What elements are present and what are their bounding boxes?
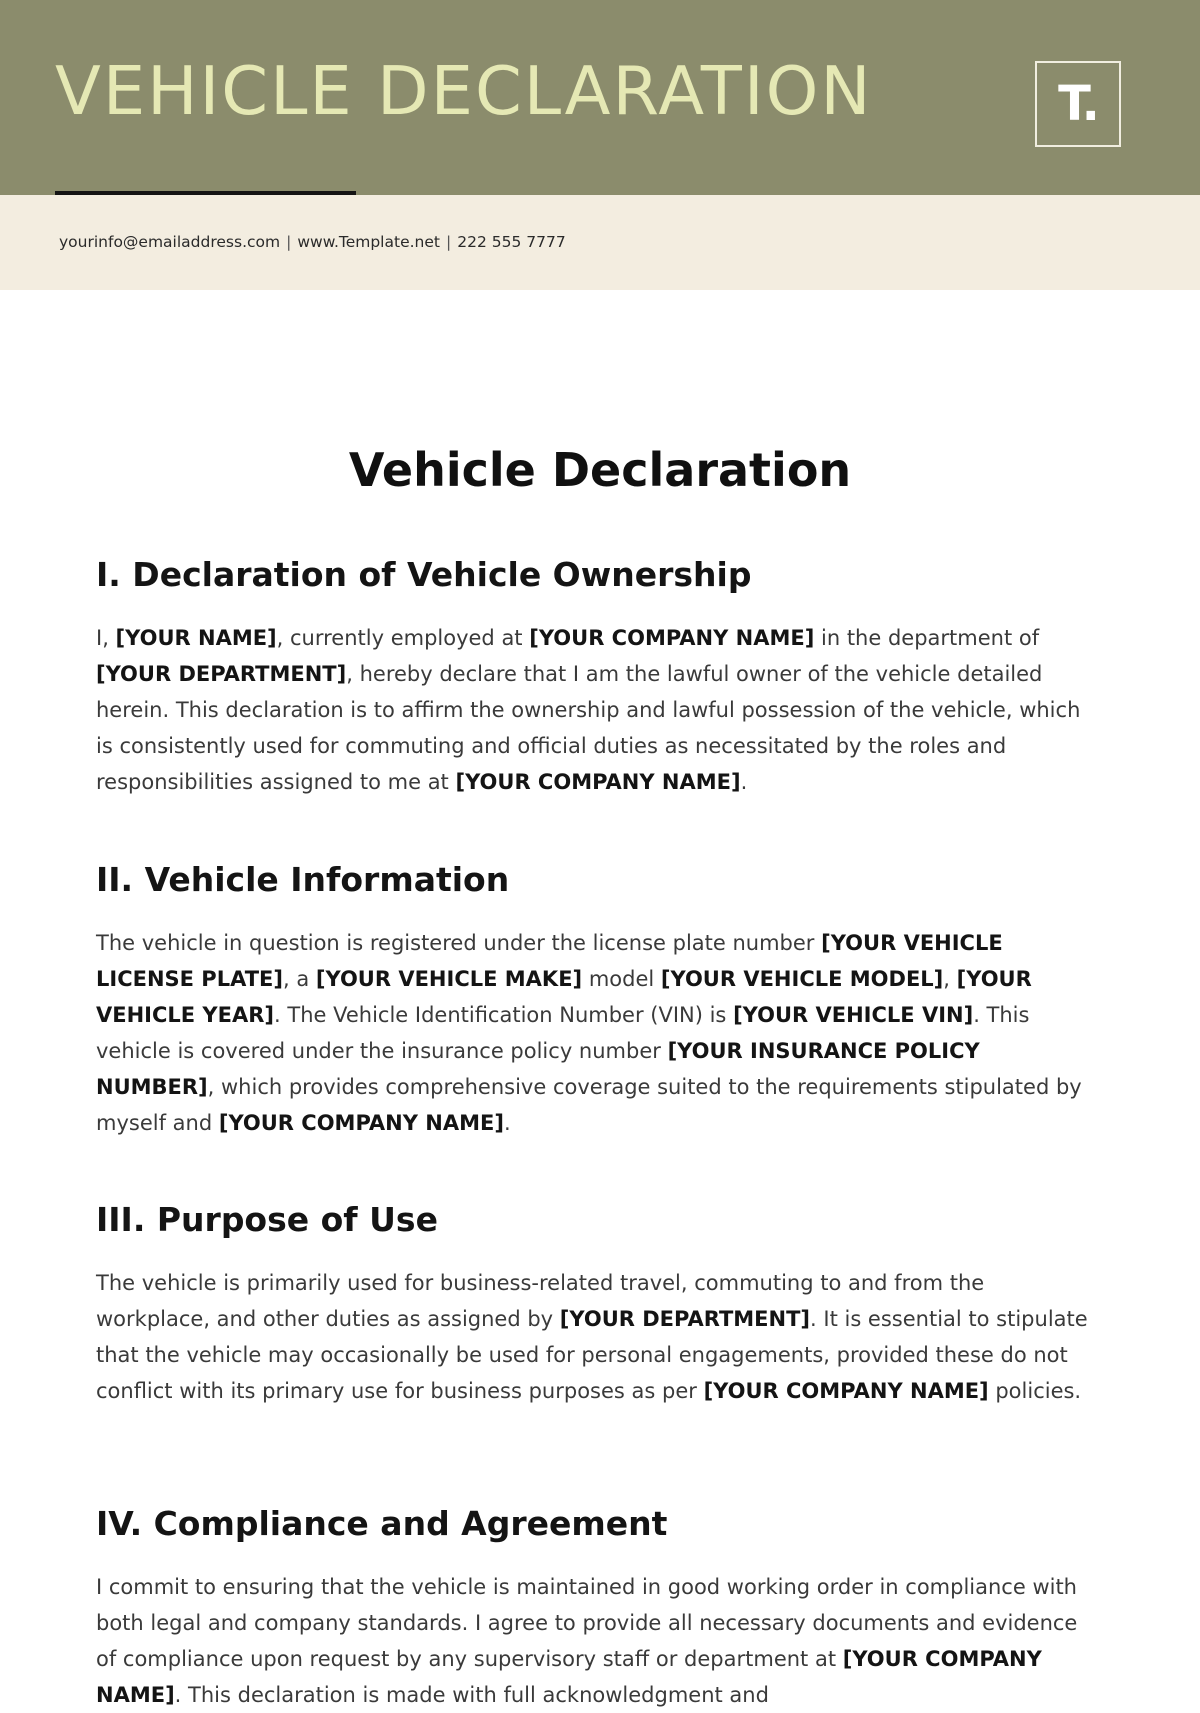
body-text: policies. bbox=[988, 1379, 1082, 1403]
body-text: , currently employed at bbox=[276, 626, 530, 650]
contact-separator: | bbox=[286, 233, 292, 251]
body-text: The vehicle is primarily used for business-related travel, commuting to and from the workplace, and other duties as assigned by bbox=[96, 1271, 985, 1331]
body-text: The vehicle in question is registered under the license plate number bbox=[96, 931, 822, 955]
body-text: . This declaration is made with full acknowledgment and bbox=[174, 1683, 769, 1707]
placeholder-field: [YOUR COMPANY NAME] bbox=[529, 626, 815, 650]
placeholder-field: [YOUR COMPANY NAME] bbox=[455, 770, 741, 794]
body-text: , bbox=[943, 967, 957, 991]
placeholder-field: [YOUR VEHICLE VIN] bbox=[733, 1003, 974, 1027]
placeholder-field: [YOUR COMPANY NAME] bbox=[96, 1647, 1042, 1707]
section-heading-ownership: I. Declaration of Vehicle Ownership bbox=[96, 555, 752, 594]
template-logo-icon: T. bbox=[1035, 61, 1121, 147]
contact-separator: | bbox=[445, 233, 452, 251]
body-text: . It is essential to stipulate that the vehicle may occasionally be used for personal engagements, provided these do not conflict with its primary use for business purposes as per bbox=[96, 1307, 1088, 1403]
body-text: I commit to ensuring that the vehicle is maintained in good working order in compliance with both legal and company standards. I agree to provide all necessary documents and evidence of compliance upon request by any supervisory staff or department at bbox=[96, 1575, 1078, 1671]
body-text: . bbox=[503, 1111, 511, 1135]
body-text: , which provides comprehensive coverage suited to the requirements stipulated by myself and bbox=[96, 1075, 1082, 1135]
document-title: Vehicle Declaration bbox=[348, 442, 852, 497]
section-body-vehicle-information bbox=[96, 925, 1096, 1141]
body-text: , a bbox=[282, 967, 316, 991]
body-text: . The Vehicle Identification Number (VIN) is bbox=[274, 1003, 734, 1027]
placeholder-field: [YOUR VEHICLE LICENSE PLATE] bbox=[96, 931, 1003, 991]
header-title: VEHICLE DECLARATION bbox=[55, 52, 873, 130]
body-text: . bbox=[740, 770, 748, 794]
placeholder-field: [YOUR VEHICLE MAKE] bbox=[315, 967, 583, 991]
section-heading-vehicle-information: II. Vehicle Information bbox=[96, 860, 510, 899]
body-text: . This vehicle is covered under the insurance policy number bbox=[96, 1003, 1030, 1063]
body-text: model bbox=[582, 967, 661, 991]
placeholder-field: [YOUR VEHICLE MODEL] bbox=[660, 967, 944, 991]
placeholder-field: [YOUR DEPARTMENT] bbox=[559, 1307, 811, 1331]
contact-website: www.Template.net bbox=[297, 233, 440, 251]
section-heading-purpose-of-use: III. Purpose of Use bbox=[96, 1200, 438, 1239]
section-body-compliance bbox=[96, 1569, 1096, 1713]
body-text: I, bbox=[96, 626, 116, 650]
placeholder-field: [YOUR DEPARTMENT] bbox=[96, 662, 347, 686]
placeholder-field: [YOUR INSURANCE POLICY NUMBER] bbox=[96, 1039, 980, 1099]
placeholder-field: [YOUR COMPANY NAME] bbox=[218, 1111, 504, 1135]
section-heading-compliance: IV. Compliance and Agreement bbox=[96, 1504, 668, 1543]
section-body-ownership bbox=[96, 620, 1096, 800]
contact-info bbox=[59, 233, 566, 251]
contact-phone: 222 555 7777 bbox=[457, 233, 566, 251]
placeholder-field: [YOUR NAME] bbox=[115, 626, 277, 650]
body-text: in the department of bbox=[814, 626, 1040, 650]
body-text: , hereby declare that I am the lawful owner of the vehicle detailed herein. This declaration is to affirm the ownership and lawful possession of the vehicle, which is consistently used for commuting and official duties as necessitated by the roles and responsibilities assigned to me at bbox=[96, 662, 1081, 794]
contact-email: yourinfo@emailaddress.com bbox=[59, 233, 281, 251]
section-body-purpose-of-use bbox=[96, 1265, 1096, 1409]
placeholder-field: [YOUR VEHICLE YEAR] bbox=[96, 967, 1032, 1027]
placeholder-field: [YOUR COMPANY NAME] bbox=[703, 1379, 989, 1403]
